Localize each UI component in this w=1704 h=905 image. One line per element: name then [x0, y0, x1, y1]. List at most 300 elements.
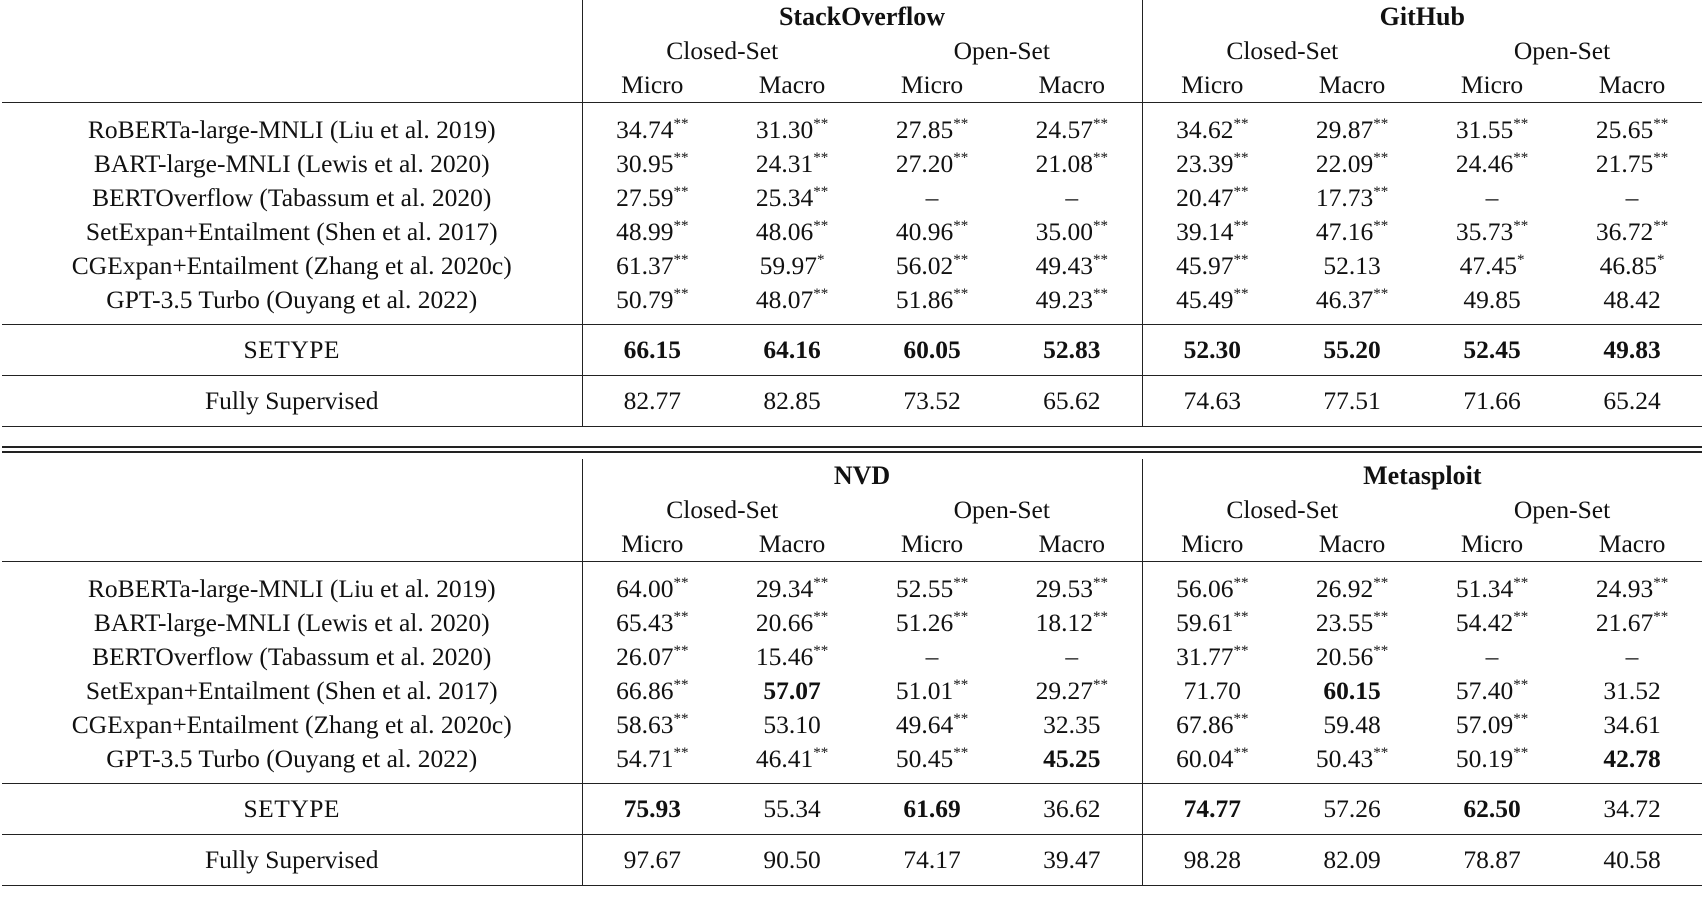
value-cell: 40.58: [1562, 835, 1702, 886]
cell-value: 26.92: [1315, 574, 1374, 603]
significance-marker: **: [673, 150, 689, 166]
table-row: [2, 742, 1702, 784]
setype-row: [2, 784, 1702, 835]
cell-value: 57.07: [763, 676, 821, 705]
value-cell: [1422, 708, 1562, 742]
significance-marker: **: [1373, 116, 1389, 132]
cell-value: 74.77: [1183, 794, 1241, 823]
value-cell: 77.51: [1282, 376, 1422, 427]
value-cell: [1002, 147, 1142, 181]
value-cell: [1422, 103, 1562, 148]
significance-marker: **: [1092, 150, 1108, 166]
value-cell: [1422, 283, 1562, 325]
metric-header: Macro: [722, 527, 862, 562]
value-cell: [862, 606, 1002, 640]
cell-value: 45.97: [1176, 251, 1234, 280]
value-cell: [862, 283, 1002, 325]
cell-value: 15.46: [755, 642, 814, 671]
value-cell: [1282, 742, 1422, 784]
setting-header-row: [2, 34, 1702, 68]
value-cell: [1562, 674, 1702, 708]
metric-header: Micro: [1422, 68, 1562, 103]
metric-header: Micro: [1422, 527, 1562, 562]
significance-marker: **: [813, 184, 829, 200]
value-cell: [1282, 562, 1422, 607]
value-cell: [1002, 640, 1142, 674]
table-row: [2, 606, 1702, 640]
cell-value: 48.42: [1603, 285, 1661, 314]
cell-value: 26.07: [616, 642, 674, 671]
value-cell: [1422, 742, 1562, 784]
cell-value: 27.20: [895, 149, 954, 178]
significance-marker: **: [1653, 609, 1669, 625]
cell-value: 52.55: [895, 574, 954, 603]
cell-value: 75.93: [623, 794, 681, 823]
cell-value: 34.74: [616, 115, 674, 144]
value-cell: [1002, 674, 1142, 708]
value-cell: [1002, 283, 1142, 325]
cell-value: 34.61: [1603, 710, 1661, 739]
significance-marker: **: [813, 745, 829, 761]
value-cell: [862, 674, 1002, 708]
significance-marker: **: [1233, 711, 1249, 727]
significance-marker: **: [953, 116, 969, 132]
setting-header: Closed-Set: [582, 34, 862, 68]
value-cell: [1282, 325, 1422, 376]
value-cell: [1282, 784, 1422, 835]
value-cell: 82.85: [722, 376, 862, 427]
setting-header: Closed-Set: [1142, 34, 1422, 68]
cell-value: 64.00: [616, 574, 674, 603]
value-cell: [722, 283, 862, 325]
metric-header: Macro: [1002, 68, 1142, 103]
value-cell: [1422, 249, 1562, 283]
cell-value: 29.27: [1035, 676, 1093, 705]
cell-value: 36.62: [1043, 794, 1101, 823]
metric-header-row: [2, 68, 1702, 103]
cell-value: 61.37: [616, 251, 674, 280]
method-name: BERTOverflow (Tabassum et al. 2020): [92, 642, 492, 671]
value-cell: [1562, 103, 1702, 148]
significance-marker: **: [1373, 218, 1389, 234]
significance-marker: **: [1373, 575, 1389, 591]
value-cell: [1142, 181, 1282, 215]
value-cell: [862, 147, 1002, 181]
empty-header: [2, 527, 582, 562]
value-cell: [1562, 742, 1702, 784]
cell-value: 49.23: [1035, 285, 1093, 314]
value-cell: 98.28: [1142, 835, 1282, 886]
value-cell: [582, 215, 722, 249]
table-row: [2, 147, 1702, 181]
value-cell: [1002, 606, 1142, 640]
significance-marker: **: [673, 643, 689, 659]
metric-header: Macro: [1002, 527, 1142, 562]
significance-marker: **: [1233, 643, 1249, 659]
value-cell: 97.67: [582, 835, 722, 886]
value-cell: [1562, 562, 1702, 607]
value-cell: [1422, 784, 1562, 835]
significance-marker: **: [953, 609, 969, 625]
value-cell: [1562, 640, 1702, 674]
cell-value: 34.62: [1176, 115, 1234, 144]
cell-value: 24.93: [1595, 574, 1654, 603]
method-name: BART-large-MNLI (Lewis et al. 2020): [93, 149, 490, 178]
cell-value: 46.85: [1599, 251, 1657, 280]
value-cell: [1002, 215, 1142, 249]
value-cell: [1142, 742, 1282, 784]
cell-value: 50.43: [1315, 744, 1374, 773]
cell-value: 42.78: [1603, 744, 1661, 773]
significance-marker: *: [1516, 252, 1525, 268]
method-name: GPT-3.5 Turbo (Ouyang et al. 2022): [106, 285, 478, 314]
cell-value: 51.26: [895, 608, 954, 637]
cell-value: –: [1065, 183, 1079, 212]
significance-marker: **: [813, 286, 829, 302]
value-cell: [1422, 606, 1562, 640]
cell-value: 48.99: [616, 217, 674, 246]
metric-header: Micro: [1142, 68, 1282, 103]
cell-value: 17.73: [1315, 183, 1374, 212]
value-cell: [1142, 562, 1282, 607]
cell-value: 21.75: [1595, 149, 1654, 178]
cell-value: 65.43: [616, 608, 674, 637]
metric-header: Micro: [862, 68, 1002, 103]
cell-value: 20.47: [1176, 183, 1234, 212]
cell-value: –: [1485, 183, 1499, 212]
metric-header: Macro: [1282, 68, 1422, 103]
cell-value: –: [925, 183, 939, 212]
value-cell: [722, 784, 862, 835]
value-cell: [722, 708, 862, 742]
value-cell: [722, 249, 862, 283]
significance-marker: **: [953, 677, 969, 693]
value-cell: 73.52: [862, 376, 1002, 427]
value-cell: [862, 742, 1002, 784]
significance-marker: **: [1092, 575, 1108, 591]
cell-value: 49.85: [1463, 285, 1521, 314]
method-name: SetExpan+Entailment (Shen et al. 2017): [85, 676, 498, 705]
significance-marker: **: [1653, 575, 1669, 591]
significance-marker: **: [1092, 609, 1108, 625]
significance-marker: **: [1373, 609, 1389, 625]
table-row: [2, 283, 1702, 325]
cell-value: 25.34: [755, 183, 814, 212]
cell-value: 54.71: [616, 744, 674, 773]
cell-value: 52.13: [1323, 251, 1381, 280]
value-cell: [862, 215, 1002, 249]
supervised-row: [2, 376, 1702, 427]
cell-value: 62.50: [1463, 794, 1521, 823]
significance-marker: **: [1513, 711, 1529, 727]
cell-value: 34.72: [1603, 794, 1661, 823]
value-cell: [1142, 708, 1282, 742]
cell-value: 50.79: [616, 285, 674, 314]
cell-value: 55.34: [763, 794, 821, 823]
value-cell: [582, 181, 722, 215]
cell-value: 35.00: [1035, 217, 1093, 246]
setype-row: [2, 325, 1702, 376]
value-cell: [1142, 215, 1282, 249]
value-cell: [1282, 640, 1422, 674]
value-cell: [722, 606, 862, 640]
value-cell: [1142, 283, 1282, 325]
metric-header: Macro: [1562, 68, 1702, 103]
cell-value: 57.26: [1323, 794, 1381, 823]
value-cell: [1562, 784, 1702, 835]
cell-value: 47.16: [1315, 217, 1374, 246]
table-row: [2, 249, 1702, 283]
cell-value: –: [1485, 642, 1499, 671]
value-cell: [582, 283, 722, 325]
significance-marker: **: [1092, 252, 1108, 268]
cell-value: 31.77: [1176, 642, 1234, 671]
value-cell: [862, 181, 1002, 215]
cell-value: 54.42: [1455, 608, 1514, 637]
cell-value: 25.65: [1595, 115, 1654, 144]
cell-value: 29.34: [755, 574, 814, 603]
dataset-header: StackOverflow: [582, 0, 1142, 34]
cell-value: 66.15: [623, 335, 681, 364]
significance-marker: **: [953, 711, 969, 727]
supervised-row: [2, 835, 1702, 886]
cell-value: –: [1625, 183, 1639, 212]
significance-marker: **: [1653, 150, 1669, 166]
significance-marker: **: [1233, 745, 1249, 761]
cell-value: 48.06: [755, 217, 814, 246]
value-cell: [862, 249, 1002, 283]
value-cell: 90.50: [722, 835, 862, 886]
cell-value: 49.64: [895, 710, 954, 739]
cell-value: 52.45: [1463, 335, 1521, 364]
value-cell: [1142, 606, 1282, 640]
cell-value: 51.34: [1455, 574, 1514, 603]
significance-marker: *: [816, 252, 825, 268]
significance-marker: **: [1513, 745, 1529, 761]
metric-header: Macro: [722, 68, 862, 103]
method-name: SETYPE: [2, 784, 582, 835]
value-cell: [1422, 215, 1562, 249]
cell-value: 58.63: [616, 710, 674, 739]
significance-marker: **: [673, 286, 689, 302]
empty-header: [2, 459, 582, 493]
dataset-header: NVD: [582, 459, 1142, 493]
significance-marker: **: [673, 116, 689, 132]
cell-value: –: [1065, 642, 1079, 671]
value-cell: [722, 562, 862, 607]
cell-value: 60.15: [1323, 676, 1381, 705]
value-cell: [1422, 325, 1562, 376]
significance-marker: **: [1653, 116, 1669, 132]
value-cell: [722, 147, 862, 181]
cell-value: 55.20: [1323, 335, 1381, 364]
cell-value: 29.53: [1035, 574, 1093, 603]
method-name: GPT-3.5 Turbo (Ouyang et al. 2022): [106, 744, 478, 773]
cell-value: 27.59: [616, 183, 674, 212]
value-cell: 82.77: [582, 376, 722, 427]
significance-marker: **: [1092, 286, 1108, 302]
value-cell: [1562, 147, 1702, 181]
setting-header: Open-Set: [1513, 495, 1611, 524]
cell-value: 24.57: [1035, 115, 1093, 144]
value-cell: [722, 674, 862, 708]
value-cell: [1422, 181, 1562, 215]
cell-value: 20.66: [755, 608, 814, 637]
metric-header-row: [2, 527, 1702, 562]
table-row: [2, 562, 1702, 607]
method-name: Fully Supervised: [2, 376, 582, 427]
cell-value: 71.70: [1183, 676, 1241, 705]
significance-marker: **: [1373, 150, 1389, 166]
value-cell: [1422, 562, 1562, 607]
significance-marker: **: [1092, 116, 1108, 132]
value-cell: 65.24: [1562, 376, 1702, 427]
metric-header: Macro: [1282, 527, 1422, 562]
cell-value: 61.69: [903, 794, 961, 823]
cell-value: 46.41: [755, 744, 814, 773]
cell-value: 45.49: [1176, 285, 1234, 314]
cell-value: 24.31: [755, 149, 814, 178]
cell-value: 18.12: [1035, 608, 1093, 637]
value-cell: [1422, 147, 1562, 181]
cell-value: 21.08: [1035, 149, 1093, 178]
cell-value: 60.04: [1176, 744, 1234, 773]
value-cell: 74.17: [862, 835, 1002, 886]
value-cell: [582, 325, 722, 376]
table-row: [2, 215, 1702, 249]
value-cell: [1562, 606, 1702, 640]
value-cell: 65.62: [1002, 376, 1142, 427]
significance-marker: **: [1513, 677, 1529, 693]
cell-value: 56.02: [895, 251, 954, 280]
cell-value: 39.14: [1176, 217, 1234, 246]
dataset-header-row: [2, 0, 1702, 34]
significance-marker: **: [1513, 150, 1529, 166]
cell-value: 60.05: [903, 335, 961, 364]
value-cell: [1002, 181, 1142, 215]
empty-header: [2, 493, 582, 527]
significance-marker: **: [953, 575, 969, 591]
table-row: [2, 708, 1702, 742]
value-cell: [862, 325, 1002, 376]
value-cell: [1282, 147, 1422, 181]
setting-header: Closed-Set: [582, 493, 862, 527]
significance-marker: **: [1373, 184, 1389, 200]
significance-marker: **: [673, 677, 689, 693]
significance-marker: **: [1092, 218, 1108, 234]
cell-value: 47.45: [1459, 251, 1517, 280]
significance-marker: **: [953, 150, 969, 166]
table-row: [2, 674, 1702, 708]
value-cell: [1002, 249, 1142, 283]
significance-marker: **: [953, 252, 969, 268]
value-cell: [1002, 708, 1142, 742]
significance-marker: **: [673, 575, 689, 591]
significance-marker: **: [813, 116, 829, 132]
cell-value: 40.96: [895, 217, 954, 246]
value-cell: [862, 103, 1002, 148]
value-cell: [1562, 215, 1702, 249]
cell-value: 20.56: [1315, 642, 1374, 671]
value-cell: [582, 674, 722, 708]
metric-header: Macro: [1562, 527, 1702, 562]
cell-value: 27.85: [895, 115, 954, 144]
significance-marker: **: [673, 218, 689, 234]
significance-marker: **: [1233, 609, 1249, 625]
metric-header: Micro: [862, 527, 1002, 562]
significance-marker: **: [1373, 745, 1389, 761]
method-name: CGExpan+Entailment (Zhang et al. 2020c): [71, 710, 512, 739]
value-cell: 78.87: [1422, 835, 1562, 886]
significance-marker: **: [1373, 286, 1389, 302]
value-cell: [722, 215, 862, 249]
value-cell: [582, 606, 722, 640]
cell-value: 59.61: [1176, 608, 1234, 637]
significance-marker: **: [953, 745, 969, 761]
cell-value: 35.73: [1455, 217, 1514, 246]
value-cell: [1002, 742, 1142, 784]
value-cell: [1562, 325, 1702, 376]
value-cell: [862, 708, 1002, 742]
cell-value: 49.43: [1035, 251, 1093, 280]
value-cell: [1002, 325, 1142, 376]
cell-value: 59.97: [759, 251, 817, 280]
method-name: CGExpan+Entailment (Zhang et al. 2020c): [71, 251, 512, 280]
method-name: RoBERTa-large-MNLI (Liu et al. 2019): [87, 115, 496, 144]
value-cell: [1282, 708, 1422, 742]
value-cell: [722, 103, 862, 148]
value-cell: [1562, 249, 1702, 283]
significance-marker: **: [1233, 150, 1249, 166]
cell-value: 52.83: [1043, 335, 1101, 364]
value-cell: [722, 181, 862, 215]
significance-marker: **: [1233, 184, 1249, 200]
table-row: [2, 181, 1702, 215]
value-cell: [722, 640, 862, 674]
cell-value: 67.86: [1176, 710, 1234, 739]
significance-marker: **: [673, 609, 689, 625]
results-table-bottom: [2, 459, 1702, 886]
metric-header: Micro: [582, 527, 722, 562]
value-cell: [582, 103, 722, 148]
cell-value: 32.35: [1043, 710, 1101, 739]
cell-value: 51.86: [895, 285, 954, 314]
setting-header: Open-Set: [1513, 36, 1611, 65]
significance-marker: **: [673, 711, 689, 727]
value-cell: [1422, 674, 1562, 708]
cell-value: 56.06: [1176, 574, 1234, 603]
value-cell: [1282, 181, 1422, 215]
cell-value: 36.72: [1595, 217, 1654, 246]
value-cell: 82.09: [1282, 835, 1422, 886]
method-name: Fully Supervised: [2, 835, 582, 886]
significance-marker: **: [813, 643, 829, 659]
significance-marker: *: [1656, 252, 1665, 268]
value-cell: 71.66: [1422, 376, 1562, 427]
cell-value: 53.10: [763, 710, 821, 739]
value-cell: [582, 708, 722, 742]
value-cell: [1562, 708, 1702, 742]
significance-marker: **: [1513, 218, 1529, 234]
value-cell: [1002, 784, 1142, 835]
value-cell: [722, 742, 862, 784]
cell-value: –: [925, 642, 939, 671]
significance-marker: **: [1513, 116, 1529, 132]
significance-marker: **: [953, 218, 969, 234]
cell-value: 64.16: [763, 335, 821, 364]
value-cell: [1282, 674, 1422, 708]
method-name: RoBERTa-large-MNLI (Liu et al. 2019): [87, 574, 496, 603]
